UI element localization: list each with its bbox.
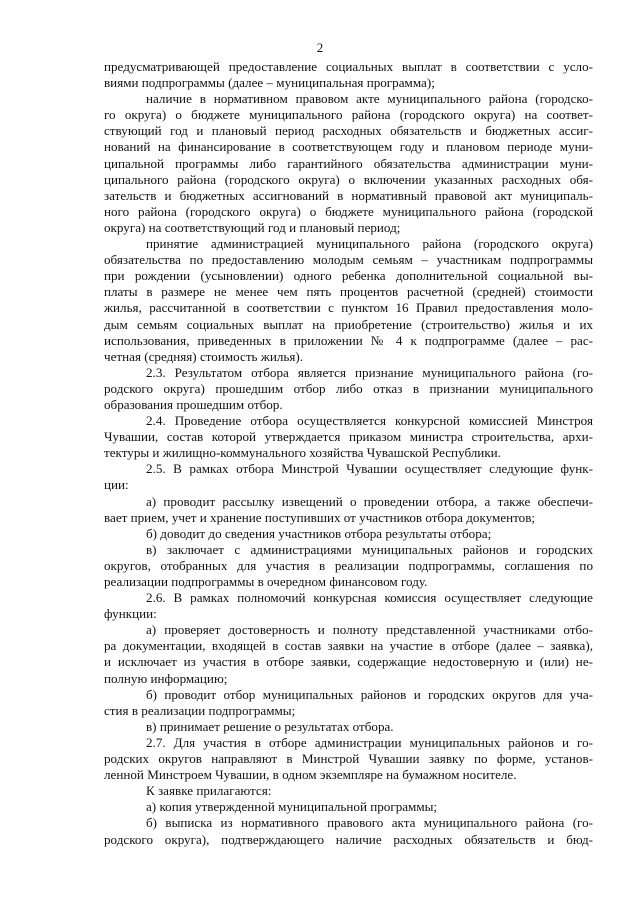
text-line: а) проводит рассылку извещений о проведении отбора, а также обеспечи-	[146, 493, 593, 509]
paragraph	[104, 687, 593, 719]
text-line: округа) на соответствующий год и плановый период;	[104, 219, 401, 235]
paragraph	[104, 719, 593, 735]
paragraph	[104, 735, 593, 783]
text-line: го округа) о бюджете муниципального района (городского округа) на соответ-	[104, 107, 593, 123]
text-line: ствующий год и плановый период расходных обязательств и бюджетных ассиг-	[104, 123, 593, 139]
paragraph	[104, 815, 593, 847]
text-line: в) принимает решение о результатах отбора.	[146, 718, 394, 734]
text-line: 2.3. Результатом отбора является признание муниципального района (го-	[146, 364, 593, 380]
text-line: родского округа), подтверждающего наличие расходных обязательств и бюд-	[104, 831, 593, 847]
text-line: платы в размере не менее чем пять процентов расчетной (средней) стоимости	[104, 284, 593, 300]
text-line: полную информацию;	[104, 670, 228, 686]
text-line: в) заключает с администрациями муниципальных районов и городских	[146, 541, 593, 557]
text-line: тектуры и жилищно-коммунального хозяйства Чувашской Республики.	[104, 445, 501, 461]
document-body	[104, 59, 593, 848]
text-line: четная (средняя) стоимость жилья).	[104, 348, 304, 364]
text-line: 2.5. В рамках отбора Минстрой Чувашии осуществляет следующие функ-	[146, 461, 593, 477]
text-line: б) доводит до сведения участников отбора результаты отбора;	[146, 525, 492, 541]
text-line: вает прием, учет и хранение поступивших от участников отбора документов;	[104, 509, 536, 525]
text-line: ципальной программы либо гарантийного обязательства администрации муни-	[104, 155, 593, 171]
text-line: стия в реализации подпрограммы;	[104, 702, 296, 718]
text-line: 2.4. Проведение отбора осуществляется конкурсной комиссией Минстроя	[146, 413, 593, 429]
text-line: 2.6. В рамках полномочий конкурсная комиссия осуществляет следующие	[146, 590, 593, 606]
text-line: наличие в нормативном правовом акте муниципального района (городско-	[146, 91, 593, 107]
paragraph	[104, 413, 593, 461]
text-line: родских округов направляют в Минстрой Чувашии заявку по форме, установ-	[104, 751, 593, 767]
text-line: дым семьям социальных выплат на приобретение (строительство) жилья и их	[104, 316, 593, 332]
text-line: К заявке прилагаются:	[146, 783, 272, 799]
paragraph	[104, 461, 593, 493]
text-line: ного района (городского округа) о бюджете муниципального района (городской	[104, 203, 593, 219]
text-line: обязательства по предоставлению молодым семьям – участникам подпрограммы	[104, 252, 593, 268]
text-line: зательств и бюджетных ассигнований в нормативный правовой акт муниципаль-	[104, 187, 593, 203]
text-line: реализации подпрограммы в очередном финансовом году.	[104, 574, 428, 589]
text-line: Чувашии, состав которой утверждается приказом министра строительства, архи-	[104, 429, 593, 445]
text-line: ленной Минстроем Чувашии, в одном экземпляре на бумажном носителе.	[104, 767, 517, 783]
text-line: нований на финансирование в соответствующем году и плановом периоде муни-	[104, 139, 593, 155]
paragraph	[104, 365, 593, 413]
paragraph	[104, 59, 593, 91]
text-line: а) проверяет достоверность и полноту представленной участниками отбо-	[146, 622, 593, 638]
text-line: функции:	[104, 606, 157, 622]
text-line: и исключает из участия в отборе заявки, содержащие недостоверную и (или) не-	[104, 654, 593, 670]
text-line: а) копия утвержденной муниципальной программы;	[146, 799, 438, 815]
paragraph	[104, 799, 593, 815]
page-number: 2	[316, 40, 324, 55]
text-line: виями подпрограммы (далее – муниципальная программа);	[104, 75, 435, 91]
text-line: принятие администрацией муниципального района (городского округа)	[146, 236, 593, 252]
text-line: образования прошедшим отбор.	[104, 396, 283, 412]
text-line: предусматривающей предоставление социальных выплат в соответствии с усло-	[104, 59, 593, 74]
paragraph	[104, 622, 593, 686]
text-line: использования, приведенных в приложении № 4 к подпрограмме (далее – рас-	[104, 332, 593, 348]
text-line: ра документации, входящей в состав заявки на участие в отборе (далее – заявка),	[104, 638, 593, 654]
text-line: при рождении (усыновлении) одного ребенка дополнительной социальной вы-	[104, 268, 593, 284]
paragraph	[104, 783, 593, 799]
text-line: б) выписка из нормативного правового акта муниципального района (го-	[146, 815, 593, 831]
paragraph	[104, 526, 593, 542]
paragraph	[104, 590, 593, 622]
text-line: округов, отобранных для участия в реализации подпрограммы, соглашения по	[104, 557, 593, 573]
paragraph	[104, 542, 593, 590]
paragraph	[104, 236, 593, 365]
text-line: ции:	[104, 477, 129, 493]
text-line: б) проводит отбор муниципальных районов и городских округов для уча-	[146, 686, 593, 702]
text-line: 2.7. Для участия в отборе администрации муниципальных районов и го-	[146, 734, 593, 750]
paragraph	[104, 494, 593, 526]
text-line: жилья, рассчитанной в соответствии с пунктом 16 Правил предоставления моло-	[104, 300, 593, 316]
text-line: ципального района (городского округа) о включении указанных расходных обя-	[104, 171, 593, 187]
paragraph	[104, 91, 593, 236]
text-line: родского округа) прошедшим отбор либо отказ в признании муниципального	[104, 380, 593, 396]
